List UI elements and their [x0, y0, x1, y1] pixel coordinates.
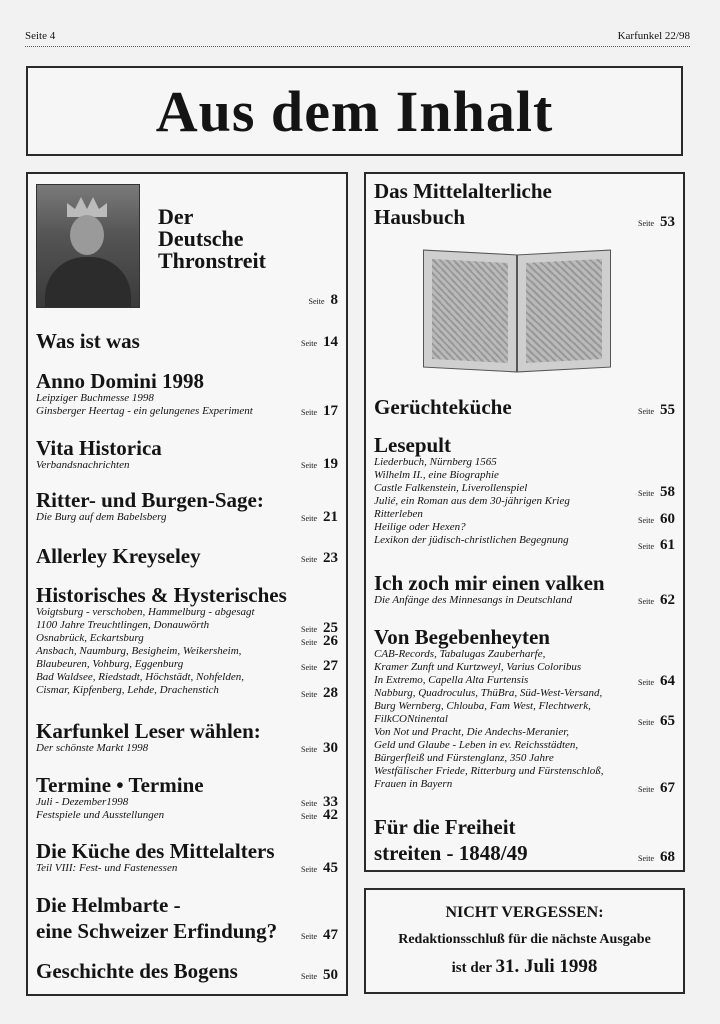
entry-kueche[interactable] [36, 840, 275, 875]
page-title: Aus dem Inhalt [155, 78, 554, 144]
page-ref: Seite 21 [301, 509, 338, 525]
entry-subtitle: Ansbach, Naumburg, Besigheim, Weikersheim, [36, 645, 242, 657]
crown-shape [67, 197, 107, 217]
page-ref: Seite 17 [301, 403, 338, 419]
page-ref: Seite 68 [638, 849, 675, 865]
entry-subtitle: Juli - Dezember1998 [36, 796, 129, 808]
page-ref: Seite 14 [301, 334, 338, 350]
hausbuch-book-image [421, 246, 613, 374]
entry-title: Anno Domini 1998 [36, 369, 205, 393]
entry-title: Der [158, 204, 194, 229]
entry-subtitle: FilkCONtinental [374, 713, 448, 725]
page-ref: Seite 25 [301, 620, 338, 636]
page-ref: Seite 60 [638, 511, 675, 527]
left-column [26, 172, 348, 996]
entry-subtitle: Voigtsburg - verschoben, Hammelburg - abgesagt [36, 606, 255, 618]
entry-was-ist-was[interactable] [36, 330, 140, 352]
entry-ritter-sage[interactable] [36, 489, 264, 524]
page-ref: Seite 30 [301, 740, 338, 756]
issue-label: Karfunkel 22/98 [617, 30, 690, 42]
notice-heading: NICHT VERGESSEN: [445, 904, 604, 921]
entry-subtitle: Westfälischer Friede, Ritterburg und Fürstenschloß, [374, 765, 604, 777]
page-ref: Seite 53 [638, 214, 675, 230]
entry-subtitle: Bürgerfleiß und Fürstenglanz, 350 Jahre [374, 752, 554, 764]
notice-date-prefix: ist der [451, 960, 496, 976]
entry-title: Hausbuch [374, 205, 466, 229]
entry-subtitle: Cismar, Kipfenberg, Lehde, Drachenstich [36, 684, 219, 696]
entry-subtitle: Der schönste Markt 1998 [36, 742, 149, 754]
entry-title: Ich zoch mir einen valken [374, 571, 605, 595]
notice-date-line [366, 956, 683, 978]
entry-subtitle: Verbandsnachrichten [36, 459, 130, 471]
page-ref: Seite 8 [308, 292, 338, 308]
header-rule [25, 46, 690, 47]
title-box [26, 66, 683, 156]
entry-title: Gerüchteküche [374, 395, 512, 419]
entry-thronstreit[interactable] [158, 206, 266, 272]
entry-freiheit[interactable] [374, 816, 528, 864]
entry-subtitle: Ritterleben [374, 508, 423, 520]
page-number: Seite 4 [25, 30, 56, 42]
page-ref: Seite 61 [638, 537, 675, 553]
entry-subtitle: Lexikon der jüdisch-christlichen Begegnung [374, 534, 569, 546]
king-portrait-image [36, 184, 140, 308]
entry-bogen[interactable] [36, 960, 238, 982]
entry-subtitle: Liederbuch, Nürnberg 1565 [374, 456, 497, 468]
entry-title: eine Schweizer Erfindung? [36, 919, 278, 943]
entry-subtitle: Festspiele und Ausstellungen [36, 809, 165, 821]
entry-title: Termine • Termine [36, 773, 204, 797]
entry-title: Historisches & Hysterisches [36, 583, 287, 607]
entry-vita-historica[interactable] [36, 437, 162, 472]
entry-allerley[interactable] [36, 545, 201, 567]
entry-title: Thronstreit [158, 248, 266, 273]
entry-title: streiten - 1848/49 [374, 841, 528, 865]
entry-subtitle: Bad Waldsee, Riedstadt, Höchstädt, Nohfelden, [36, 671, 244, 683]
entry-hausbuch[interactable] [374, 180, 552, 228]
entry-title: Lesepult [374, 433, 452, 457]
page-ref: Seite 58 [638, 484, 675, 500]
page-ref: Seite 47 [301, 927, 338, 943]
entry-title: Was ist was [36, 329, 140, 353]
entry-subtitle: Nabburg, Quadroculus, ThüBra, Süd-West-Versand, [374, 687, 603, 699]
entry-subtitle: Kramer Zunft und Kurtzweyl, Varius Coloribus [374, 661, 582, 673]
robe-shape [45, 257, 131, 307]
entry-subtitle: Die Anfänge des Minnesangs in Deutschland [374, 594, 573, 606]
entry-anno-domini[interactable] [36, 370, 253, 418]
entry-subtitle: Heilige oder Hexen? [374, 521, 466, 533]
page-ref: Seite 62 [638, 592, 675, 608]
entry-subtitle: Wilhelm II., eine Biographie [374, 469, 499, 481]
page-ref: Seite 64 [638, 673, 675, 689]
entry-title: Für die Freiheit [374, 815, 516, 839]
entry-termine[interactable] [36, 774, 204, 822]
page-ref: Seite 55 [638, 402, 675, 418]
entry-title: Deutsche [158, 226, 244, 251]
entry-subtitle: Die Burg auf dem Babelsberg [36, 511, 167, 523]
entry-subtitle: In Extremo, Capella Alta Furtensis [374, 674, 529, 686]
entry-subtitle: Julié, ein Roman aus dem 30-jährigen Krieg [374, 495, 570, 507]
page-ref: Seite 67 [638, 780, 675, 796]
entry-subtitle: Geld und Glaube - Leben in ev. Reichsstädten, [374, 739, 579, 751]
entry-title: Von Begebenheyten [374, 625, 550, 649]
entry-karfunkel-leser[interactable] [36, 720, 261, 755]
entry-lesepult[interactable] [374, 434, 570, 547]
face-shape [70, 215, 104, 255]
page-ref: Seite 33 [301, 794, 338, 810]
book-right-page [517, 250, 611, 373]
page-ref: Seite 65 [638, 713, 675, 729]
entry-subtitle: CAB-Records, Tabalugas Zauberharfe, [374, 648, 546, 660]
page-ref: Seite 28 [301, 685, 338, 701]
page-ref: Seite 19 [301, 456, 338, 472]
entry-title: Ritter- und Burgen-Sage: [36, 488, 264, 512]
entry-subtitle: Ginsberger Heertag - ein gelungenes Experiment [36, 405, 253, 417]
entry-title: Die Helmbarte - [36, 893, 181, 917]
entry-helmbarte[interactable] [36, 894, 277, 942]
entry-historisches[interactable] [36, 584, 287, 697]
entry-subtitle: 1100 Jahre Treuchtlingen, Donauwörth [36, 619, 210, 631]
entry-begebenheyten[interactable] [374, 626, 604, 791]
page-ref: Seite 23 [301, 550, 338, 566]
right-column [364, 172, 685, 872]
notice-date: 31. Juli 1998 [495, 956, 598, 977]
entry-title: Die Küche des Mittelalters [36, 839, 275, 863]
entry-subtitle: Von Not und Pracht, Die Andechs-Meranier, [374, 726, 570, 738]
entry-geruechtekueche[interactable] [374, 396, 512, 418]
page-ref: Seite 45 [301, 860, 338, 876]
entry-subtitle: Castle Falkenstein, Liverollenspiel [374, 482, 528, 494]
entry-valken[interactable] [374, 572, 605, 607]
page-ref: Seite 26 [301, 633, 338, 649]
entry-title: Geschichte des Bogens [36, 959, 238, 983]
entry-subtitle: Burg Wernberg, Chlouba, Fam West, Flechtwerk, [374, 700, 591, 712]
page-ref: Seite 50 [301, 967, 338, 983]
entry-subtitle: Leipziger Buchmesse 1998 [36, 392, 154, 404]
page-ref: Seite 42 [301, 807, 338, 823]
notice-text: Redaktionsschluß für die nächste Ausgabe [398, 932, 651, 947]
deadline-notice [364, 888, 685, 994]
entry-subtitle: Teil VIII: Fest- und Fastenessen [36, 862, 178, 874]
entry-subtitle: Osnabrück, Eckartsburg [36, 632, 144, 644]
entry-subtitle: Blaubeuren, Vohburg, Eggenburg [36, 658, 184, 670]
entry-title: Vita Historica [36, 436, 162, 460]
entry-subtitle: Frauen in Bayern [374, 778, 453, 790]
book-left-page [423, 250, 517, 373]
entry-title: Allerley Kreyseley [36, 544, 201, 568]
entry-title: Karfunkel Leser wählen: [36, 719, 261, 743]
page-ref: Seite 27 [301, 658, 338, 674]
entry-title: Das Mittelalterliche [374, 179, 552, 203]
